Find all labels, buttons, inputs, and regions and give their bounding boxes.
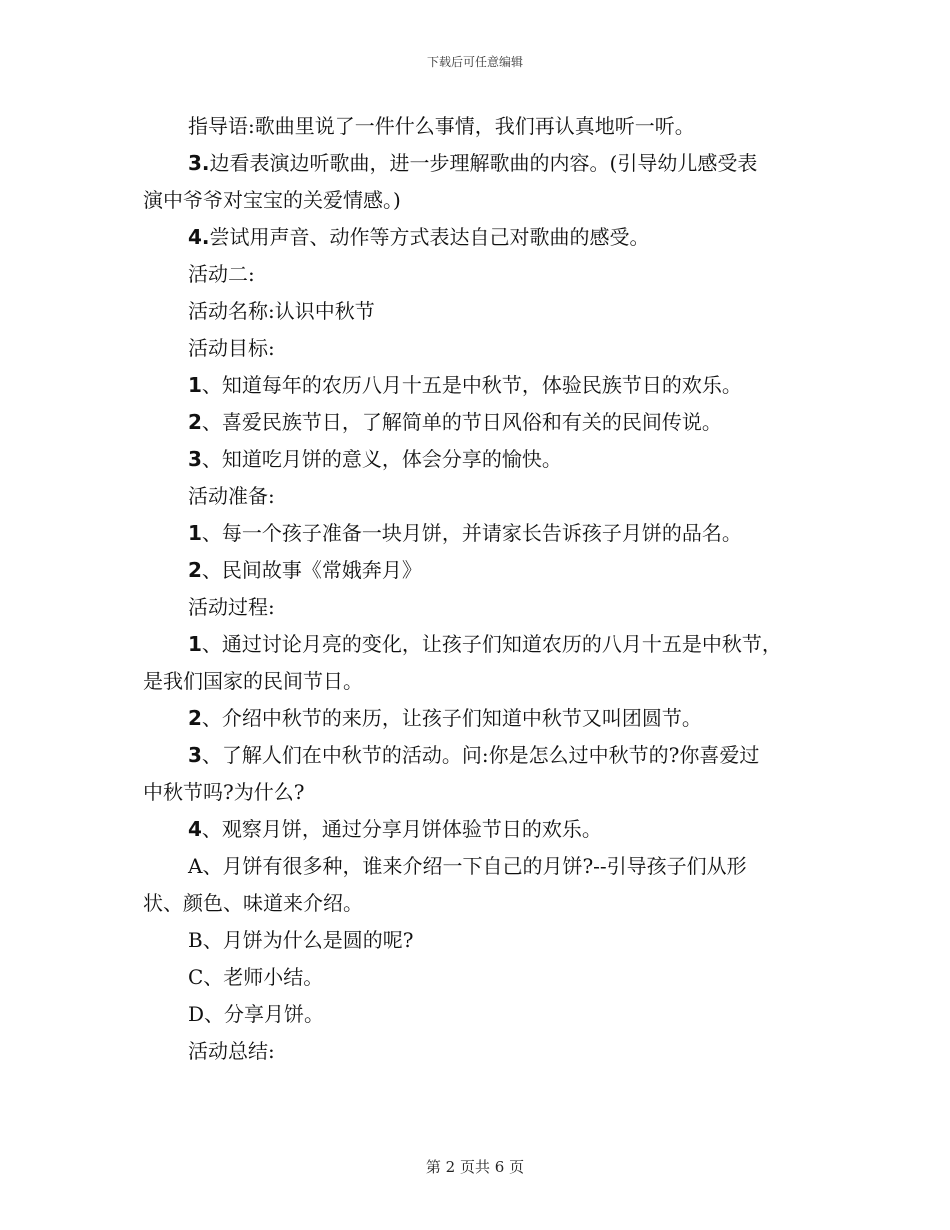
text-line <box>143 182 813 219</box>
text-line <box>143 774 813 811</box>
line-text: C、老师小结。 <box>188 965 324 989</box>
line-text: 、介绍中秋节的来历，让孩子们知道中秋节又叫团圆节。 <box>201 706 702 730</box>
line-text: A、月饼有很多种，谁来介绍一下自己的月饼?--引导孩子们从形 <box>188 854 747 878</box>
page-footer: 第 2 页共 6 页 <box>425 1158 525 1176</box>
line-text: B、月饼为什么是圆的呢? <box>188 928 414 952</box>
list-number: 2 <box>188 410 202 434</box>
text-line <box>143 256 813 293</box>
list-number: 3 <box>188 743 202 767</box>
text-line <box>143 959 813 996</box>
line-text: 状、颜色、味道来介绍。 <box>143 891 363 915</box>
text-line <box>143 145 813 182</box>
line-text: 活动总结: <box>188 1039 275 1063</box>
line-text: 尝试用声音、动作等方式表达自己对歌曲的感受。 <box>209 225 650 249</box>
line-text: 、知道吃月饼的意义，体会分享的愉快。 <box>201 447 562 471</box>
text-line <box>143 848 813 885</box>
text-line <box>143 663 813 700</box>
line-text: 、了解人们在中秋节的活动。问:你是怎么过中秋节的?你喜爱过 <box>201 743 760 767</box>
line-text: 、喜爱民族节日，了解简单的节日风俗和有关的民间传说。 <box>201 410 722 434</box>
text-line <box>143 737 813 774</box>
line-text: 、民间故事《常娥奔月》 <box>201 558 422 582</box>
line-text: 活动目标: <box>188 336 275 360</box>
list-number: 3 <box>188 447 202 471</box>
text-line <box>143 996 813 1033</box>
line-text: 中秋节吗?为什么? <box>143 780 305 804</box>
text-line <box>143 293 813 330</box>
list-number: 4 <box>188 817 202 841</box>
line-text: 指导语:歌曲里说了一件什么事情，我们再认真地听一听。 <box>188 114 695 138</box>
line-text: 、观察月饼，通过分享月饼体验节日的欢乐。 <box>201 817 602 841</box>
text-line <box>143 367 813 404</box>
list-number: 1 <box>188 521 202 545</box>
list-number: 1 <box>188 373 202 397</box>
line-text: 、知道每年的农历八月十五是中秋节，体验民族节日的欢乐。 <box>201 373 742 397</box>
line-text: 活动名称:认识中秋节 <box>188 299 375 323</box>
text-line <box>143 885 813 922</box>
list-number: 1 <box>188 632 202 656</box>
text-line <box>143 1033 813 1070</box>
text-line <box>143 589 813 626</box>
line-text: 活动二: <box>188 262 255 286</box>
text-line <box>143 219 813 256</box>
text-line <box>143 552 813 589</box>
line-text: 演中爷爷对宝宝的关爱情感。) <box>143 188 401 212</box>
line-text: 、每一个孩子准备一块月饼，并请家长告诉孩子月饼的品名。 <box>201 521 742 545</box>
text-line <box>143 626 813 663</box>
text-line <box>143 700 813 737</box>
line-text: D、分享月饼。 <box>188 1002 325 1026</box>
text-line <box>143 478 813 515</box>
line-text: 活动准备: <box>188 484 275 508</box>
text-line <box>143 515 813 552</box>
list-number: 2 <box>188 706 202 730</box>
text-line <box>143 330 813 367</box>
text-line <box>143 108 813 145</box>
list-number: 4. <box>188 225 210 249</box>
line-text: 、通过讨论月亮的变化，让孩子们知道农历的八月十五是中秋节， <box>201 632 782 656</box>
line-text: 是我们国家的民间节日。 <box>143 669 363 693</box>
text-line <box>143 441 813 478</box>
list-number: 3. <box>188 151 210 175</box>
text-line <box>143 922 813 959</box>
text-line <box>143 404 813 441</box>
list-number: 2 <box>188 558 202 582</box>
line-text: 边看表演边听歌曲，进一步理解歌曲的内容。(引导幼儿感受表 <box>209 151 758 175</box>
text-line <box>143 811 813 848</box>
page-header: 下载后可任意编辑 <box>426 55 523 69</box>
document-body <box>143 108 813 1070</box>
line-text: 活动过程: <box>188 595 275 619</box>
